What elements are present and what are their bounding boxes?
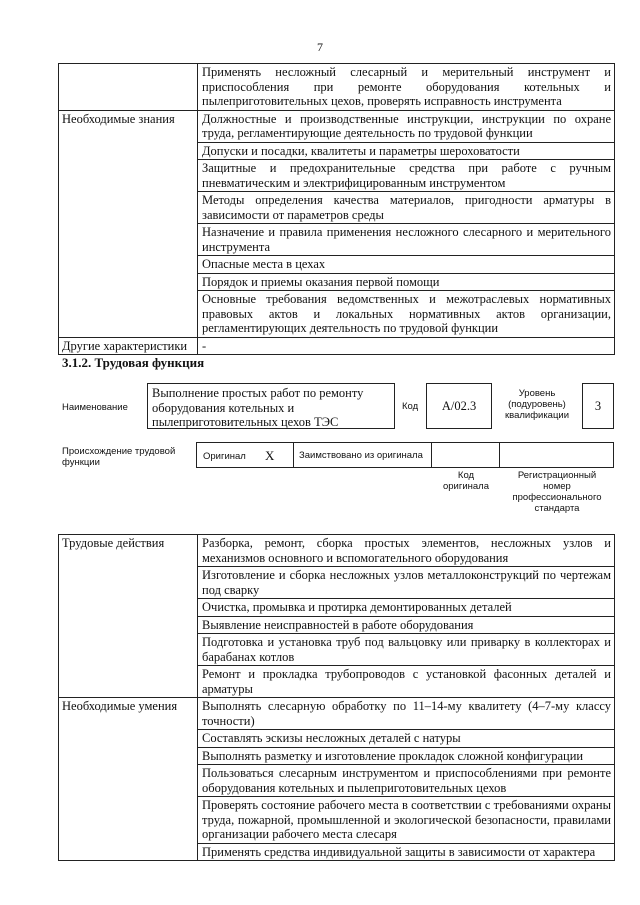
table-row (59, 337, 615, 355)
code-value: А/02.3 (426, 383, 492, 429)
list-item: Проверять состояние рабочего места в соответствии с требованиями охраны труда, пожарной, промышленной и экологической безопасности, правилами организации рабочего места слесаря (198, 797, 615, 844)
borrowed-cell (293, 442, 432, 468)
list-item: Порядок и приемы оказания первой помощи (198, 273, 615, 291)
list-item: Опасные места в цехах (198, 256, 615, 274)
row-label (59, 64, 198, 111)
original-mark: X (265, 448, 275, 463)
list-item: Должностные и производственные инструкции, инструкции по охране труда, регламентирующие деятельность по трудовой функции (198, 110, 615, 142)
list-item: Пользоваться слесарным инструментом и приспособлениями при ремонте оборудования котельных и пылеприготовительных цехов (198, 765, 615, 797)
list-item: Составлять эскизы несложных деталей с натуры (198, 730, 615, 748)
row-label-actions: Трудовые действия (59, 535, 198, 698)
name-label: Наименование (62, 402, 128, 413)
table-row (59, 698, 615, 730)
original-cell (196, 442, 294, 468)
row-label-knowledge: Необходимые знания (59, 110, 198, 337)
actions-table (58, 534, 615, 861)
level-value: 3 (582, 383, 614, 429)
list-item: Очистка, промывка и протирка демонтированных деталей (198, 599, 615, 617)
function-name: Выполнение простых работ по ремонту оборудования котельных и пылеприготовительных цехов ТЭС (147, 383, 395, 429)
list-item: Изготовление и сборка несложных узлов металлоконструкций по чертежам под сварку (198, 567, 615, 599)
code-original-cell (431, 442, 500, 468)
origin-label: Происхождение трудовой функции (62, 446, 176, 468)
knowledge-table (58, 63, 615, 355)
list-item: Выполнять слесарную обработку по 11–14-му квалитету (4–7-му классу точности) (198, 698, 615, 730)
list-item: Выявление неисправностей в работе оборудования (198, 616, 615, 634)
list-item: Основные требования ведомственных и межотраслевых нормативных правовых актов и локальных нормативных актов организации, регламентирующих деятельность по трудовой функции (198, 291, 615, 338)
section-title: 3.1.2. Трудовая функция (62, 355, 205, 370)
row-label-other: Другие характеристики (59, 337, 198, 355)
list-item: Применять несложный слесарный и мерительный инструмент и приспособления при ремонте оборудования котельных и пылеприготовительных цехов, проверять исправность инструмента (198, 64, 615, 111)
list-item: Допуски и посадки, квалитеты и параметры шероховатости (198, 142, 615, 160)
page-number: 7 (317, 40, 323, 54)
reg-number-caption: Регистрационный номер профессионального стандарта (512, 470, 602, 514)
table-row (59, 64, 615, 111)
list-item: Выполнять разметку и изготовление прокладок сложной конфигурации (198, 747, 615, 765)
code-label: Код (402, 401, 419, 412)
code-original-caption: Код оригинала (442, 470, 489, 492)
reg-number-cell (499, 442, 614, 468)
list-item: Назначение и правила применения несложного слесарного и мерительного инструмента (198, 224, 615, 256)
borrowed-label: Заимствовано из оригинала (299, 450, 423, 461)
list-item: Защитные и предохранительные средства при работе с ручным пневматическим и электрифицированным инструментом (198, 160, 615, 192)
original-label: Оригинал (203, 451, 246, 462)
list-item: Ремонт и прокладка трубопроводов с установкой фасонных деталей и арматуры (198, 666, 615, 698)
list-item: Разборка, ремонт, сборка простых элементов, несложных узлов и механизмов основного и вспомогательного оборудования (198, 535, 615, 567)
list-item: Подготовка и установка труб под вальцовку или приварку в коллекторах и барабанах котлов (198, 634, 615, 666)
list-item: - (198, 337, 615, 355)
list-item: Применять средства индивидуальной защиты в зависимости от характера (198, 843, 615, 861)
table-row (59, 110, 615, 142)
level-label: Уровень (подуровень) квалификации (504, 388, 570, 421)
table-row (59, 535, 615, 567)
list-item: Методы определения качества материалов, пригодности арматуры в зависимости от параметров среды (198, 192, 615, 224)
row-label-skills: Необходимые умения (59, 698, 198, 861)
